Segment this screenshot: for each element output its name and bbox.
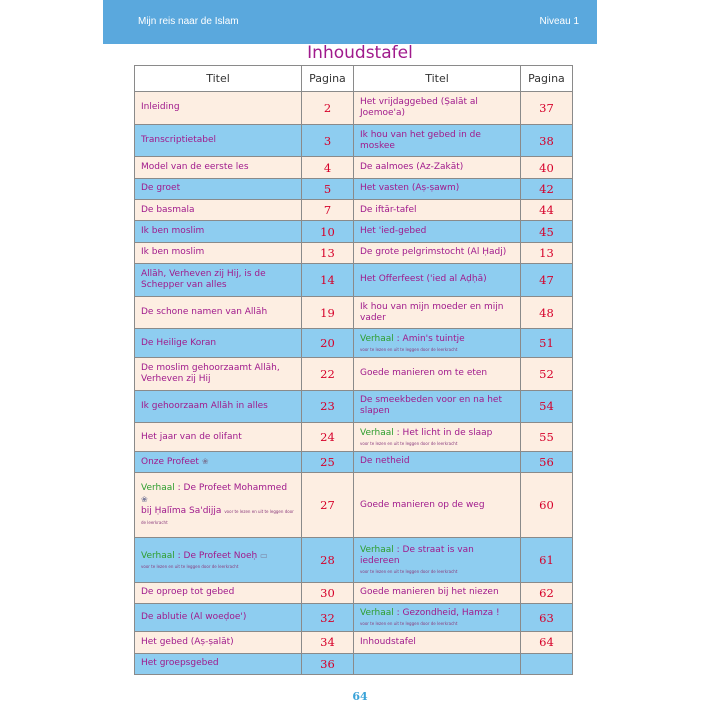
toc-page: 48 <box>521 296 573 329</box>
toc-title: De smeekbeden voor en na het slapen <box>354 390 521 423</box>
toc-title: Goede manieren op de weg <box>354 473 521 538</box>
toc-page: 20 <box>302 329 354 357</box>
toc-title: Ik gehoorzaam Allāh in alles <box>135 390 302 423</box>
toc-title: De basmala <box>135 200 302 221</box>
toc-title: De schone namen van Allāh <box>135 296 302 329</box>
table-row <box>135 92 573 125</box>
toc-title: Transcriptietabel <box>135 124 302 157</box>
toc-page: 55 <box>521 423 573 451</box>
toc-title: Ik hou van het gebed in de moskee <box>354 124 521 157</box>
toc-page: 60 <box>521 473 573 538</box>
toc-page: 25 <box>302 451 354 472</box>
toc-title: Goede manieren bij het niezen <box>354 582 521 603</box>
toc-page: 61 <box>521 538 573 582</box>
toc-title: Ik ben moslim <box>135 242 302 263</box>
toc-page: 36 <box>302 653 354 674</box>
toc-page: 13 <box>302 242 354 263</box>
table-row <box>135 390 573 423</box>
table-row <box>135 329 573 357</box>
column-header-page: Pagina <box>521 66 573 92</box>
toc-page <box>521 653 573 674</box>
toc-title-story: Verhaal : Amin's tuintje voor te lezen en uit te leggen door de leerkracht <box>354 329 521 357</box>
toc-page: 10 <box>302 221 354 242</box>
toc-page: 23 <box>302 390 354 423</box>
toc-page: 62 <box>521 582 573 603</box>
toc-page: 44 <box>521 200 573 221</box>
table-row <box>135 264 573 297</box>
table-of-contents <box>134 65 573 675</box>
verhaal-label: Verhaal <box>360 333 394 344</box>
table-row <box>135 451 573 472</box>
toc-title: De ablutie (Al woeḍoe') <box>135 603 302 631</box>
toc-title <box>354 653 521 674</box>
toc-title: Onze Profeet <box>141 456 199 467</box>
table-row <box>135 157 573 178</box>
toc-title-story: Verhaal : De straat is van iedereen voor te lezen en uit te leggen door de leerkracht <box>354 538 521 582</box>
table-row <box>135 221 573 242</box>
story-subtitle: bij Ḥalīma Sa'dijja <box>141 505 222 516</box>
page-header <box>103 0 597 44</box>
toc-page: 13 <box>521 242 573 263</box>
toc-page: 40 <box>521 157 573 178</box>
toc-title: Model van de eerste les <box>135 157 302 178</box>
table-row <box>135 603 573 631</box>
toc-page: 51 <box>521 329 573 357</box>
page-number: 64 <box>352 690 368 703</box>
toc-title: Het vasten (Aṣ-ṣawm) <box>354 178 521 199</box>
table-row <box>135 242 573 263</box>
toc-page: 2 <box>302 92 354 125</box>
toc-title: Het vrijdaggebed (Ṣalāt al Joemoe'a) <box>354 92 521 125</box>
table-row <box>135 296 573 329</box>
toc-page: 47 <box>521 264 573 297</box>
story-title: Het licht in de slaap <box>402 427 493 438</box>
table-row <box>135 473 573 538</box>
toc-title: De Heilige Koran <box>135 329 302 357</box>
peace-icon: ▭ <box>260 551 268 560</box>
toc-page: 7 <box>302 200 354 221</box>
verhaal-label: Verhaal <box>141 551 175 561</box>
toc-page: 45 <box>521 221 573 242</box>
table-row <box>135 178 573 199</box>
toc-title: De iftār-tafel <box>354 200 521 221</box>
read-note: voor te lezen en uit te leggen door de leerkracht <box>141 508 294 525</box>
toc-page: 30 <box>302 582 354 603</box>
toc-title: Ik ben moslim <box>135 221 302 242</box>
table-row <box>135 653 573 674</box>
toc-title: Inhoudstafel <box>354 632 521 653</box>
verhaal-label: Verhaal <box>360 608 394 619</box>
toc-title: Het jaar van de olifant <box>135 423 302 451</box>
toc-page: 4 <box>302 157 354 178</box>
toc-title: Het gebed (Aṣ-ṣalāt) <box>135 632 302 653</box>
toc-page: 27 <box>302 473 354 538</box>
book-title: Mijn reis naar de Islam <box>138 16 239 27</box>
toc-page: 63 <box>521 603 573 631</box>
toc-page: 24 <box>302 423 354 451</box>
table-row <box>135 200 573 221</box>
toc-title-with-icon <box>135 451 302 472</box>
toc-title: De groet <box>135 178 302 199</box>
toc-title: Het groepsgebed <box>135 653 302 674</box>
read-note: voor te lezen en uit te leggen door de leerkracht <box>360 621 458 627</box>
toc-title: Goede manieren om te eten <box>354 357 521 390</box>
table-row <box>135 538 573 582</box>
story-title: Gezondheid, Hamza ! <box>402 608 500 619</box>
story-title: De Profeet Mohammed <box>183 482 288 493</box>
toc-title: Inleiding <box>135 92 302 125</box>
toc-page: 14 <box>302 264 354 297</box>
toc-page: 19 <box>302 296 354 329</box>
toc-title: Allāh, Verheven zij Hij, is de Schepper van alles <box>135 264 302 297</box>
read-note: voor te lezen en uit te leggen door de leerkracht <box>360 440 458 446</box>
toc-title-story: Verhaal : De Profeet Noeḥ ▭ voor te lezen en uit te leggen door de leerkracht <box>135 538 302 582</box>
toc-title-story: Verhaal : De Profeet Mohammed ❀ bij Ḥalīma Sa'dijja voor te lezen en uit te leggen door de leerkracht <box>135 473 302 538</box>
table-header-row <box>135 66 573 92</box>
table-row <box>135 582 573 603</box>
story-title: De Profeet Noeḥ <box>183 551 258 561</box>
verhaal-label: Verhaal <box>141 482 175 493</box>
toc-title: De moslim gehoorzaamt Allāh, Verheven zij Hij <box>135 357 302 390</box>
toc-title: De netheid <box>354 451 521 472</box>
read-note: voor te lezen en uit te leggen door de leerkracht <box>360 346 458 352</box>
toc-page: 38 <box>521 124 573 157</box>
table-row <box>135 632 573 653</box>
verhaal-label: Verhaal <box>360 545 394 555</box>
toc-page: 32 <box>302 603 354 631</box>
toc-title: De aalmoes (Az-Zakāt) <box>354 157 521 178</box>
column-header-page: Pagina <box>302 66 354 92</box>
read-note: voor te lezen en uit te leggen door de leerkracht <box>141 564 239 569</box>
story-title: Amin's tuintje <box>402 333 465 344</box>
toc-page: 56 <box>521 451 573 472</box>
toc-title-story: Verhaal : Het licht in de slaap voor te lezen en uit te leggen door de leerkracht <box>354 423 521 451</box>
level-label: Niveau 1 <box>539 16 579 27</box>
toc-page: 37 <box>521 92 573 125</box>
column-header-title: Titel <box>354 66 521 92</box>
toc-page: 5 <box>302 178 354 199</box>
toc-page: 22 <box>302 357 354 390</box>
toc-page: 34 <box>302 632 354 653</box>
toc-title-story: Verhaal : Gezondheid, Hamza ! voor te lezen en uit te leggen door de leerkracht <box>354 603 521 631</box>
toc-title: De oproep tot gebed <box>135 582 302 603</box>
column-header-title: Titel <box>135 66 302 92</box>
toc-title: Het 'ied-gebed <box>354 221 521 242</box>
story-title: De straat is van iedereen <box>360 545 474 566</box>
table-row <box>135 124 573 157</box>
toc-page: 42 <box>521 178 573 199</box>
read-note: voor te lezen en uit te leggen door de leerkracht <box>360 569 458 574</box>
toc-title: Het Offerfeest ('ied al Aḍḥā) <box>354 264 521 297</box>
prophet-seal-icon: ❀ <box>201 456 209 466</box>
table-row <box>135 423 573 451</box>
page-title: Inhoudstafel <box>307 43 413 63</box>
toc-page: 64 <box>521 632 573 653</box>
toc-page: 3 <box>302 124 354 157</box>
toc-title: De grote pelgrimstocht (Al Ḥadj) <box>354 242 521 263</box>
toc-title: Ik hou van mijn moeder en mijn vader <box>354 296 521 329</box>
table-row <box>135 357 573 390</box>
toc-page: 28 <box>302 538 354 582</box>
toc-page: 52 <box>521 357 573 390</box>
verhaal-label: Verhaal <box>360 427 394 438</box>
prophet-seal-icon: ❀ <box>141 494 148 504</box>
toc-page: 54 <box>521 390 573 423</box>
